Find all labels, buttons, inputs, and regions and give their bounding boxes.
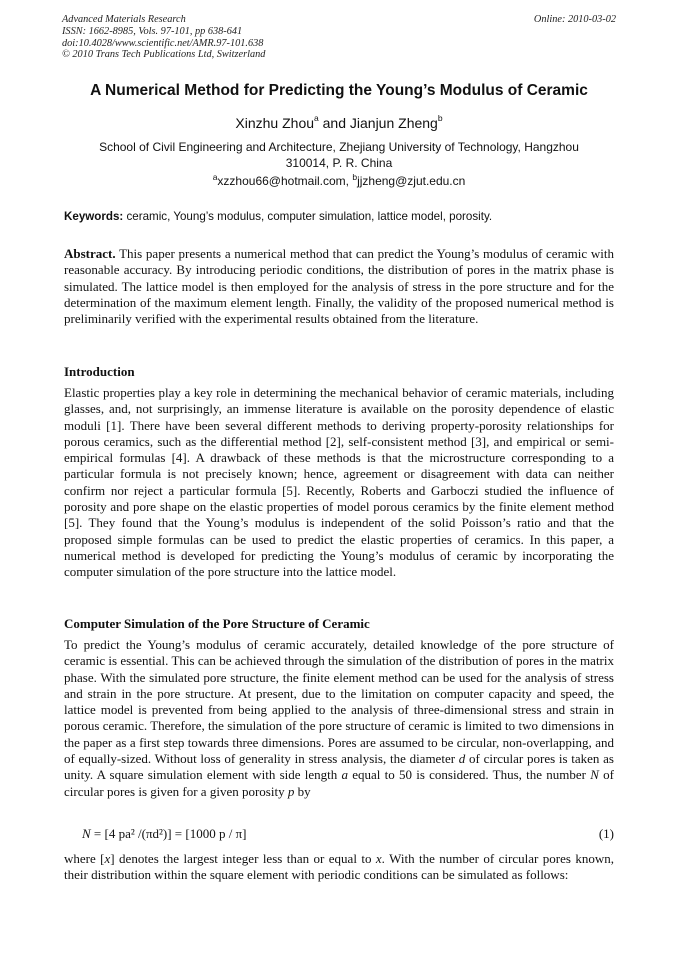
issn-line: ISSN: 1662-8985, Vols. 97-101, pp 638-641 xyxy=(62,25,243,37)
keywords-label: Keywords: xyxy=(64,210,124,223)
email-link[interactable]: jjzheng@zjut.edu.cn xyxy=(357,174,466,188)
equation-lhs: N xyxy=(82,826,91,841)
copyright-line: © 2010 Trans Tech Publications Ltd, Switzerland xyxy=(62,49,266,61)
equation-rhs: = [4 pa² /(πd²)] = [1000 p / π] xyxy=(90,826,247,841)
online-date: Online: 2010-03-02 xyxy=(533,14,616,25)
section-heading: Computer Simulation of the Pore Structure of Ceramic xyxy=(64,616,370,631)
author-emails xyxy=(0,174,678,188)
introduction-text: Elastic properties play a key role in determining the mechanical behavior of ceramic materials, including glasses, and, not surprisingly, an immense literature is available on the porosity dependence of elastic moduli [1]. There have been several different methods to deriving property-porosity relationships for porous ceramics, such as the differential method [2], self-consistent method [3], and empirical or semi-empirical formulas [4]. A drawback of these methods is that the microstructure corresponding to a particular formula is not precisely known; hence, agreement or disagreement with data can neither confirm nor reject a particular formula [5]. Recently, Roberts and Garboczi studied the influence of porosity and pore shape on the elastic properties of model porous ceramics by the finite element method [5]. They found that the Young’s modulus is independent of the solid Poisson’s ratio and that the proposed simple formulas can be used to predict the elastic properties of ceramics. In this paper, a numerical method is developed for predicting the Young’s modulus of ceramic by incorporating the computer simulation of the pore structure into the lattice model. xyxy=(64,385,614,580)
body-text: To predict the Young’s modulus of ceramic accurately, detailed knowledge of the pore structure of ceramic is essential. This can be achieved through the simulation of the distribution of pores in the matrix phase. With the simulated pore structure, the finite element method can be used for the analysis of stress and strain in the pore structure. At present, due to the limitation on computer capacity and speed, the lattice model is prevented from being applied to the analysis of three-dimensional stress and strain in porous ceramic. Therefore, the simulation of the pore structure of ceramic is limited to two dimensions in the paper as a first step towards three dimensions. Pores are assumed to be circular, non-overlapping, and of equally-sized. Without loss of generality in stress analysis, the diameter xyxy=(64,637,614,767)
math-variable: d xyxy=(458,751,466,767)
body-text: of circular pores is taken as unity. A square simulation element with side length xyxy=(64,751,614,783)
computer-simulation-text xyxy=(64,637,614,800)
email-superscript: a xyxy=(212,172,218,182)
email-superscript: b xyxy=(352,172,358,182)
equation-1 xyxy=(82,826,614,842)
body-text: where [ xyxy=(64,851,105,866)
body-text: ] denotes the largest integer less than or equal to xyxy=(110,851,376,866)
abstract xyxy=(64,246,614,327)
journal-name: Advanced Materials Research xyxy=(62,14,186,25)
author-superscript: a xyxy=(314,113,319,123)
body-text: . With the number of circular pores known, their distribution within the square element with periodic conditions can be simulated as follows: xyxy=(64,851,614,883)
body-text: by xyxy=(294,783,311,799)
abstract-label: Abstract. xyxy=(64,246,116,261)
paper-title: A Numerical Method for Predicting the Young’s Modulus of Ceramic xyxy=(90,82,588,99)
author-list xyxy=(0,115,678,131)
keywords-text: ceramic, Young’s modulus, computer simulation, lattice model, porosity. xyxy=(123,210,493,223)
keywords xyxy=(64,210,624,223)
author-conjunction: and xyxy=(318,115,350,131)
section-heading: Introduction xyxy=(64,364,135,379)
body-text: equal to 50 is considered. Thus, the number xyxy=(348,767,591,783)
journal-header xyxy=(62,14,616,61)
math-variable: a xyxy=(341,767,348,783)
author-name: Xinzhu Zhou xyxy=(235,115,315,131)
post-equation-text xyxy=(64,851,614,884)
abstract-text: This paper presents a numerical method that can predict the Young’s modulus of ceramic with reasonable accuracy. By introducing periodic conditions, the distribution of pores in the matrix phase is simulated. The lattice model is then employed for the analysis of stress in the pore structure and for the determination of the maximum element length. Finally, the validity of the proposed numerical method is preliminarily verified with the experimental results obtained from the literature. xyxy=(64,246,614,327)
math-variable: p xyxy=(287,783,295,799)
math-variable: x xyxy=(375,851,382,866)
doi-line: doi:10.4028/www.scientific.net/AMR.97-101.638 xyxy=(62,37,264,49)
author-superscript: b xyxy=(437,113,443,123)
affiliation: School of Civil Engineering and Architecture, Zhejiang University of Technology, Hangzhou 310014, P. R. China xyxy=(99,140,579,170)
author-name: Jianjun Zheng xyxy=(349,115,438,131)
equation-number: (1) xyxy=(598,826,614,841)
math-variable: x xyxy=(104,851,111,866)
math-variable: N xyxy=(590,767,599,783)
body-text: of circular pores is given for a given porosity xyxy=(64,767,614,799)
email-link[interactable]: xzzhou66@hotmail.com, xyxy=(217,174,353,188)
